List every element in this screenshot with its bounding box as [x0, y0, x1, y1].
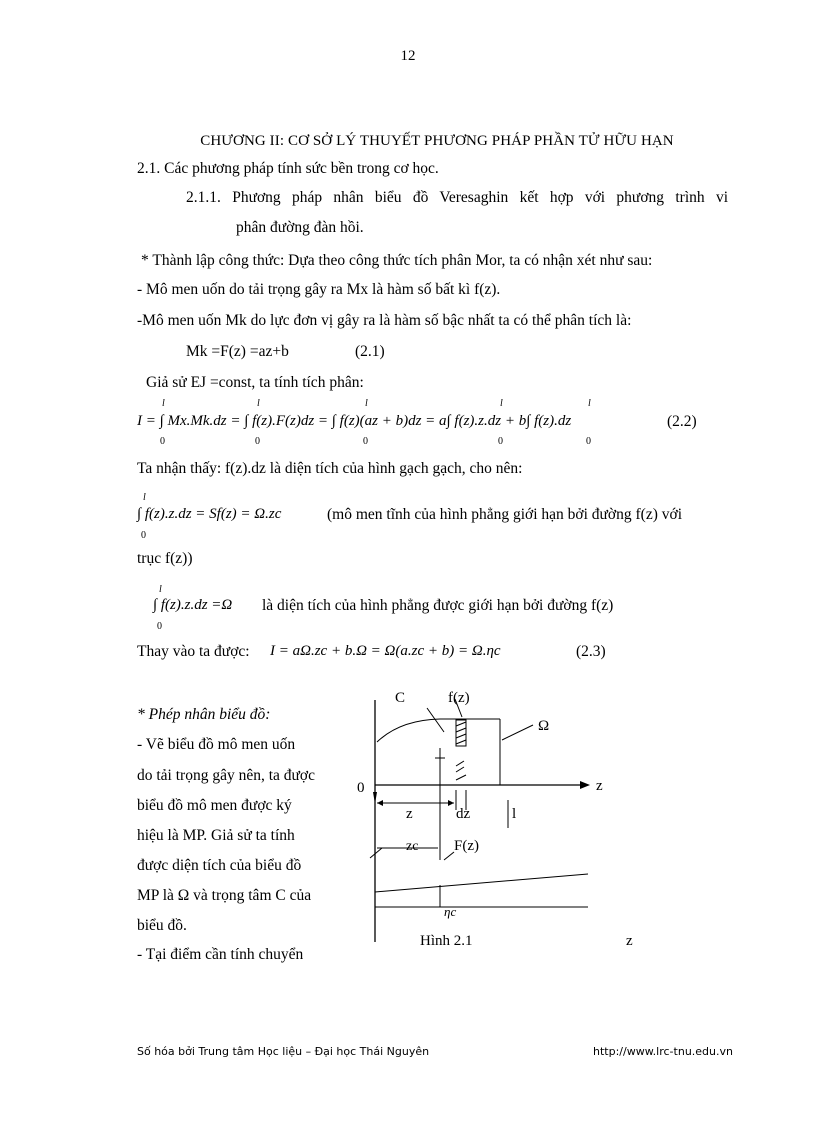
paragraph-axis: trục f(z))	[137, 550, 193, 567]
footer-source: Số hóa bởi Trung tâm Học liệu – Đại học Thái Nguyên	[137, 1045, 430, 1058]
equation-static-moment: ∫ f(z).z.dz = Sf(z) = Ω.zc	[137, 506, 282, 522]
left-text-line-4: biểu đồ mô men được ký	[137, 797, 292, 814]
figure-caption: Hình 2.1	[420, 933, 473, 949]
paragraph-mx: - Mô men uốn do tải trọng gây ra Mx là hàm số bất kì f(z).	[137, 281, 501, 298]
figure-label-z-axis: z	[596, 778, 603, 794]
equation-2-3-number: (2.3)	[576, 643, 606, 660]
left-text-line-3: do tải trọng gây nên, ta được	[137, 767, 316, 784]
figure-2-1	[340, 680, 670, 950]
figure-label-eta: ηc	[444, 904, 457, 919]
section-heading: 2.1. Các phương pháp tính sức bền trong cơ học.	[137, 160, 439, 177]
equation-2-1-number: (2.1)	[355, 343, 385, 360]
equation-2-3-lead: Thay vào ta được:	[137, 643, 250, 660]
left-text-line-5: hiệu là MP. Giả sử ta tính	[137, 827, 295, 844]
page-number: 12	[400, 48, 416, 64]
paragraph-mk: -Mô men uốn Mk do lực đơn vị gây ra là hàm số bậc nhất ta có thể phân tích là:	[137, 312, 632, 329]
figure-label-fz: f(z)	[448, 690, 470, 706]
equation-area: ∫ f(z).z.dz =Ω	[153, 597, 233, 613]
paragraph-observation: Ta nhận thấy: f(z).dz là diện tích của hình gạch gạch, cho nên:	[137, 460, 523, 477]
figure-label-omega: Ω	[538, 718, 550, 734]
figure-label-origin: 0	[357, 780, 365, 796]
figure-label-dz: dz	[456, 806, 471, 822]
equation-area-note: là diện tích của hình phẳng được giới hạn bởi đường f(z)	[262, 597, 614, 614]
left-text-line-1: * Phép nhân biểu đồ:	[137, 706, 271, 723]
equation-2-2: I = ∫ Mx.Mk.dz = ∫ f(z).F(z)dz = ∫ f(z)(az + b)dz = a∫ f(z).z.dz + b∫ f(z).dz	[137, 413, 572, 429]
chapter-title: CHƯƠNG II: CƠ SỞ LÝ THUYẾT PHƯƠNG PHÁP PHẦN TỬ HỮU HẠN	[200, 133, 674, 149]
left-text-line-6: được diện tích của biểu đồ	[137, 857, 302, 874]
footer-url[interactable]: http://www.lrc-tnu.edu.vn	[593, 1045, 733, 1058]
subsection-heading-line2: phân đường đàn hồi.	[236, 219, 364, 236]
equation-2-1: Mk =F(z) =az+b	[186, 343, 289, 360]
left-text-line-2: - Vẽ biểu đồ mô men uốn	[137, 736, 296, 753]
paragraph-formula-setup: * Thành lập công thức: Dựa theo công thức tích phân Mor, ta có nhận xét như sau:	[141, 252, 653, 269]
left-text-line-7: MP là Ω và trọng tâm C của	[137, 887, 312, 904]
figure-label-fz-line: F(z)	[454, 838, 479, 854]
left-text-line-8: biểu đồ.	[137, 917, 187, 934]
equation-2-2-number: (2.2)	[667, 413, 697, 430]
figure-label-z: z	[406, 806, 413, 822]
figure-label-c: C	[395, 690, 406, 706]
figure-label-l: l	[512, 806, 517, 822]
paragraph-ej-const: Giả sử EJ =const, ta tính tích phân:	[146, 374, 364, 391]
equation-2-3: I = aΩ.zc + b.Ω = Ω(a.zc + b) = Ω.ηc	[270, 643, 501, 659]
equation-static-moment-note: (mô men tĩnh của hình phẳng giới hạn bởi đường f(z) với	[327, 506, 682, 523]
figure-label-z-right: z	[626, 933, 633, 949]
subsection-heading-line1: 2.1.1. Phương pháp nhân biểu đồ Veresaghin kết hợp với phương trình vi	[186, 189, 728, 206]
figure-label-zc: zc	[406, 839, 419, 854]
left-text-line-9: - Tại điểm cần tính chuyển	[137, 946, 304, 963]
